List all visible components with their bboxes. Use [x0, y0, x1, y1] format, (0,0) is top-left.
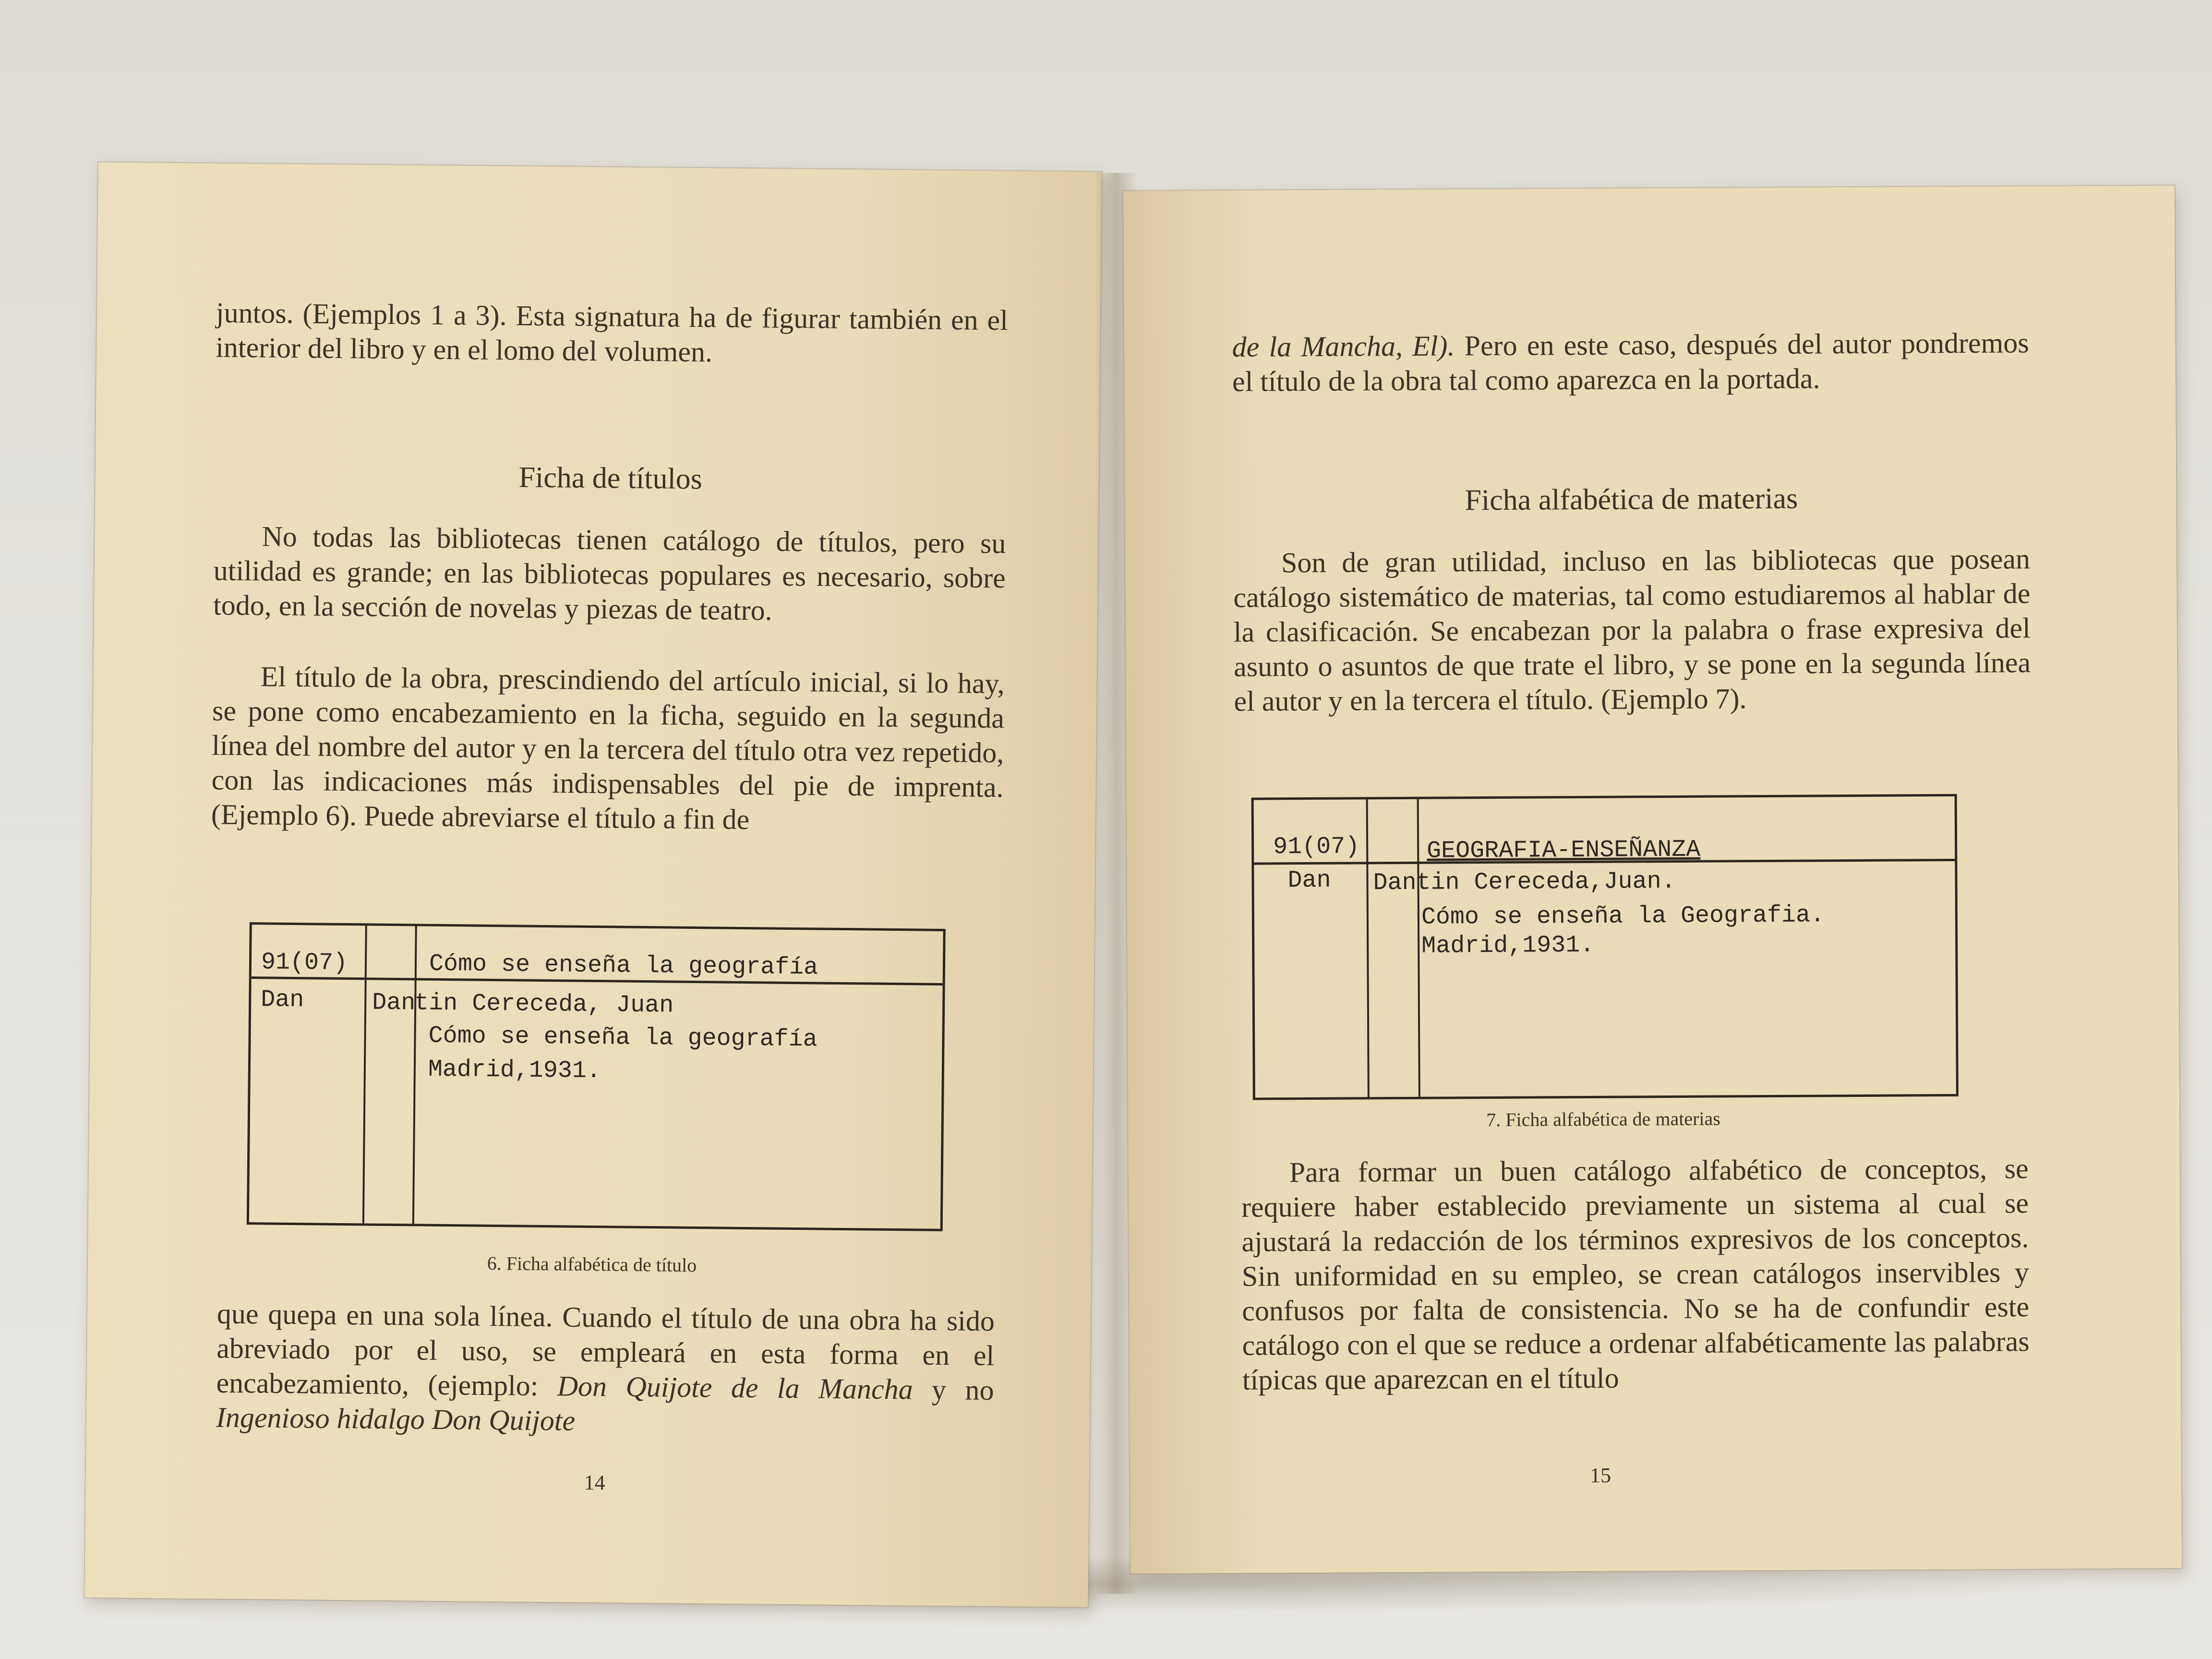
card-author-mark: Dan [1287, 866, 1331, 895]
catalog-card-7 [1251, 794, 1959, 1100]
right-page [1123, 186, 2182, 1574]
right-page-number: 15 [1589, 1463, 1611, 1487]
right-paragraph-1: Son de gran utilidad, incluso en las bibliotecas que posean catálogo sistemático de materias, tal como estudiaremos al hablar de la clasificación. Se encabezan por la palabra o frase expresiva del asunto o asuntos de que trate el libro, y se pone en la segunda línea el autor y en la tercera el título. (Ejemplo 7). [1233, 543, 2031, 717]
left-paragraph-2: El título de la obra, prescindiendo del artículo inicial, si lo hay, se pone como encabezamiento en la ficha, seguido en la segunda línea del nombre del autor y en la tercera del título otra vez repetido, con las indicaciones más indispensables del pie de imprenta. (Ejemplo 6). Puede abreviarse el título a fin de [211, 661, 1005, 836]
left-paragraph-bottom-text: que quepa en una sola línea. Cuando el título de una obra ha sido abreviado por el uso, se empleará en esta forma en el encabezamiento, (ejemplo: [216, 1298, 995, 1402]
left-paragraph-bottom-italic-2: Ingenioso hidalgo Don Quijote [216, 1401, 576, 1437]
right-figure-caption: 7. Ficha alfabética de materias [1486, 1107, 1721, 1131]
card-title-line: Cómo se enseña la geografía [428, 1022, 817, 1054]
left-figure-caption: 6. Ficha alfabética de título [487, 1252, 697, 1276]
catalog-card-6 [247, 922, 946, 1231]
left-paragraph-bottom [216, 1296, 995, 1442]
left-paragraph-top: juntos. (Ejemplos 1 a 3). Esta signatura ha de figurar también en el interior del libro y en el lomo del volumen. [215, 297, 1009, 368]
card-author-prefix: Dan [1373, 869, 1417, 897]
card-column-rule-2 [412, 926, 417, 1224]
card-title-line: Cómo se enseña la Geografia. [1421, 902, 1825, 931]
card-author-line: tin Cereceda, Juan [414, 989, 674, 1020]
card-call-number: 91(07) [1273, 833, 1360, 861]
left-paragraph-1: No todas las bibliotecas tienen catálogo de títulos, pero su utilidad es grande; en las bibliotecas populares es necesario, sobre todo, en la sección de novelas y piezas de teatro. [213, 520, 1006, 626]
card-author-mark: Dan [260, 986, 304, 1014]
left-page-number: 14 [584, 1470, 605, 1495]
left-page [84, 162, 1102, 1607]
left-section-heading: Ficha de títulos [518, 461, 703, 496]
right-section-heading: Ficha alfabética de materias [1465, 482, 1798, 517]
right-paragraph-top-text: Pero en este caso, después del autor pondremos el título de la obra tal como aparezca en la portada. [1232, 327, 2029, 397]
left-paragraph-bottom-connector: y no [913, 1373, 994, 1407]
card-column-rule-1 [362, 926, 367, 1223]
card-subject-heading: GEOGRAFIA-ENSEÑANZA [1427, 836, 1701, 865]
card-author-prefix: Dan [372, 989, 416, 1017]
card-column-rule-2 [1417, 799, 1420, 1097]
right-paragraph-2: Para formar un buen catálogo alfabético de conceptos, se requiere haber establecido previamente un sistema al cual se ajustará la redacción de los términos expresivos de los conceptos. Sin uniformidad en su empleo, se crean catálogos inservibles y confusos por falta de consistencia. No se ha de confundir este catálogo con el que se reduce a ordenar alfabéticamente las palabras típicas que aparezcan en el título [1241, 1153, 2030, 1396]
card-call-number: 91(07) [261, 949, 348, 977]
right-paragraph-top [1232, 325, 2030, 399]
card-title-heading: Cómo se enseña la geografía [429, 950, 818, 982]
left-paragraph-bottom-italic-1: Don Quijote de la Mancha [557, 1370, 913, 1406]
card-imprint-line: Madrid,1931. [1421, 931, 1595, 960]
card-column-rule-1 [1366, 799, 1370, 1097]
card-author-line: tin Cereceda,Juan. [1416, 867, 1676, 897]
right-paragraph-top-italic: de la Mancha, El). [1232, 330, 1455, 363]
card-imprint-line: Madrid,1931. [428, 1056, 601, 1085]
